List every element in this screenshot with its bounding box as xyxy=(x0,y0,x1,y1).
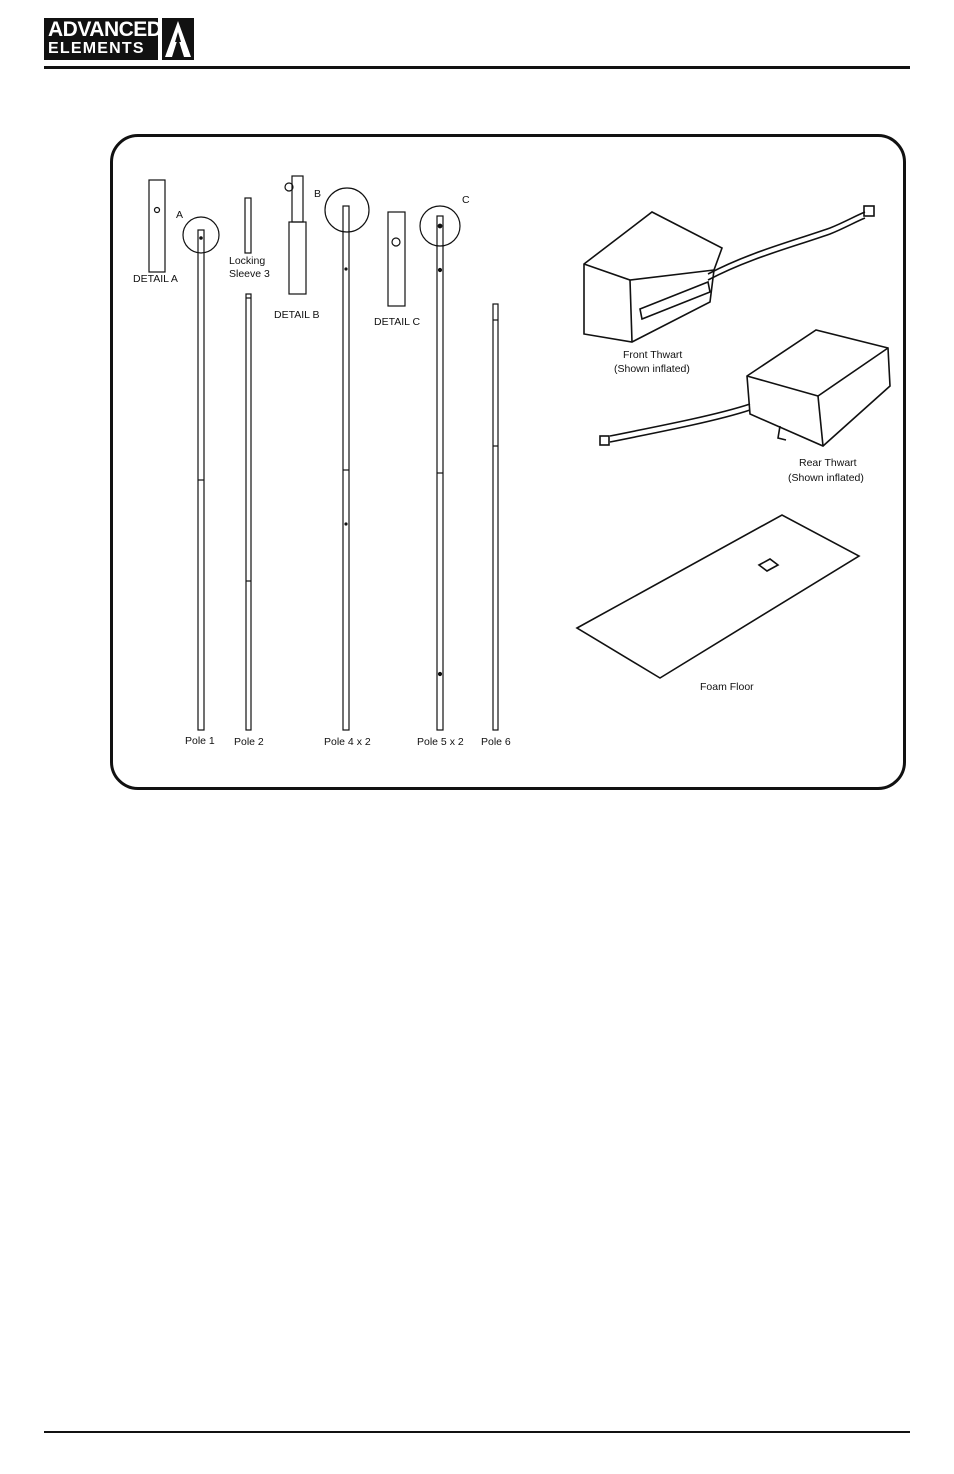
logo-wordmark xyxy=(44,18,162,60)
brand-logo xyxy=(44,18,194,60)
rear-thwart-label-line2: (Shown inflated) xyxy=(788,472,864,484)
rear-thwart-drawing xyxy=(600,330,890,446)
detail-a-drawing xyxy=(149,180,165,272)
front-thwart-drawing xyxy=(584,206,874,342)
pole2-drawing xyxy=(246,294,251,730)
pole4-drawing xyxy=(325,188,369,730)
pole1-drawing xyxy=(183,217,219,730)
front-thwart-label-line2: (Shown inflated) xyxy=(614,363,690,375)
foam-floor-label: Foam Floor xyxy=(700,681,754,693)
foam-floor-drawing xyxy=(577,515,859,678)
footer-rule xyxy=(44,1431,910,1433)
detail-c-label: DETAIL C xyxy=(374,316,421,328)
locking-sleeve-drawing xyxy=(245,198,251,253)
pole6-label: Pole 6 xyxy=(481,736,511,748)
logo-line1: ADVANCED xyxy=(48,18,162,41)
rear-thwart-label-line1: Rear Thwart xyxy=(799,457,857,469)
locking-sleeve-label-line2: Sleeve 3 xyxy=(229,268,270,280)
header-rule xyxy=(44,66,910,69)
logo-a-icon xyxy=(162,18,194,60)
pole1-label: Pole 1 xyxy=(185,735,215,747)
front-thwart-label-line1: Front Thwart xyxy=(623,349,683,361)
callout-a-label: A xyxy=(176,209,184,221)
pole6-drawing xyxy=(493,304,498,730)
callout-c-label: C xyxy=(462,194,470,206)
pole5-drawing xyxy=(420,206,460,730)
pole2-label: Pole 2 xyxy=(234,736,264,748)
detail-b-drawing xyxy=(285,176,306,294)
detail-a-label: DETAIL A xyxy=(133,273,178,285)
pole5-label: Pole 5 x 2 xyxy=(417,736,464,748)
pole4-label: Pole 4 x 2 xyxy=(324,736,371,748)
detail-b-label: DETAIL B xyxy=(274,309,320,321)
detail-c-drawing xyxy=(388,212,405,306)
callout-b-label: B xyxy=(314,188,322,200)
parts-diagram xyxy=(110,134,906,790)
logo-line2: ELEMENTS xyxy=(48,40,145,57)
locking-sleeve-label-line1: Locking xyxy=(229,255,266,267)
